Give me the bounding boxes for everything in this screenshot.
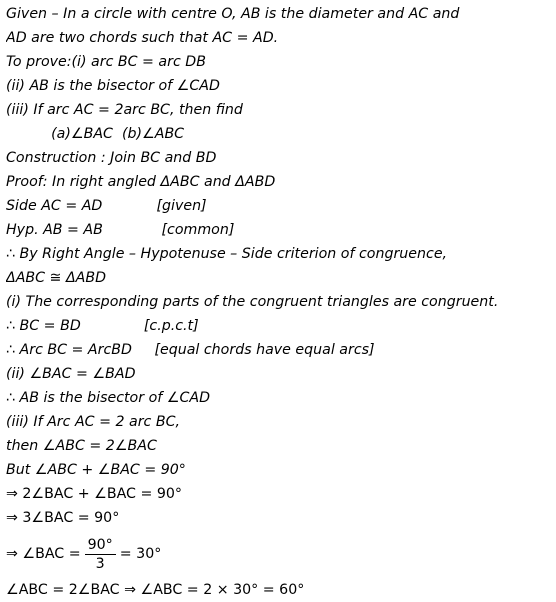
solution-line: (ii) AB is the bisector of ∠CAD bbox=[6, 78, 220, 94]
solution-line: Given – In a circle with centre O, AB is the diameter and AC and bbox=[6, 6, 460, 22]
solution-line: (i) The corresponding parts of the congruent triangles are congruent. bbox=[6, 294, 499, 310]
solution-line: (iii) If Arc AC = 2 arc BC, bbox=[6, 414, 180, 430]
fraction-prefix: ⇒ ∠BAC = bbox=[6, 546, 81, 562]
solution-line: (ii) ∠BAC = ∠BAD bbox=[6, 366, 136, 382]
solution-line: To prove:(i) arc BC = arc DB bbox=[6, 54, 206, 70]
solution-line: (a)∠BAC (b)∠ABC bbox=[6, 126, 185, 142]
solution-line: ⇒ 3∠BAC = 90° bbox=[6, 510, 120, 526]
fraction-equation bbox=[6, 530, 552, 578]
solution-line: But ∠ABC + ∠BAC = 90° bbox=[6, 462, 186, 478]
fraction-numerator: 90° bbox=[85, 536, 116, 555]
final-result-line: ∠ABC = 2∠BAC ⇒ ∠ABC = 2 × 30° = 60° bbox=[6, 582, 305, 598]
solution-line: ∴ Arc BC = ArcBD [equal chords have equal arcs] bbox=[6, 342, 375, 358]
solution-line: Side AC = AD [given] bbox=[6, 198, 207, 214]
fraction-denominator: 3 bbox=[95, 555, 105, 572]
fraction bbox=[85, 536, 116, 573]
solution-line: Hyp. AB = AB [common] bbox=[6, 222, 235, 238]
solution-line: ∴ BC = BD [c.p.c.t] bbox=[6, 318, 199, 334]
solution-document bbox=[6, 2, 552, 602]
fraction-suffix: = 30° bbox=[119, 546, 162, 562]
solution-line: (iii) If arc AC = 2arc BC, then find bbox=[6, 102, 243, 118]
solution-line: ⇒ 2∠BAC + ∠BAC = 90° bbox=[6, 486, 183, 502]
solution-line: ∴ AB is the bisector of ∠CAD bbox=[6, 390, 211, 406]
solution-line: Proof: In right angled ΔABC and ΔABD bbox=[6, 174, 276, 190]
solution-line: ∴ By Right Angle – Hypotenuse – Side criterion of congruence, bbox=[6, 246, 448, 262]
solution-line: ΔABC ≅ ΔABD bbox=[6, 270, 107, 286]
solution-line: Construction : Join BC and BD bbox=[6, 150, 217, 166]
solution-line: then ∠ABC = 2∠BAC bbox=[6, 438, 157, 454]
solution-line: AD are two chords such that AC = AD. bbox=[6, 30, 279, 46]
